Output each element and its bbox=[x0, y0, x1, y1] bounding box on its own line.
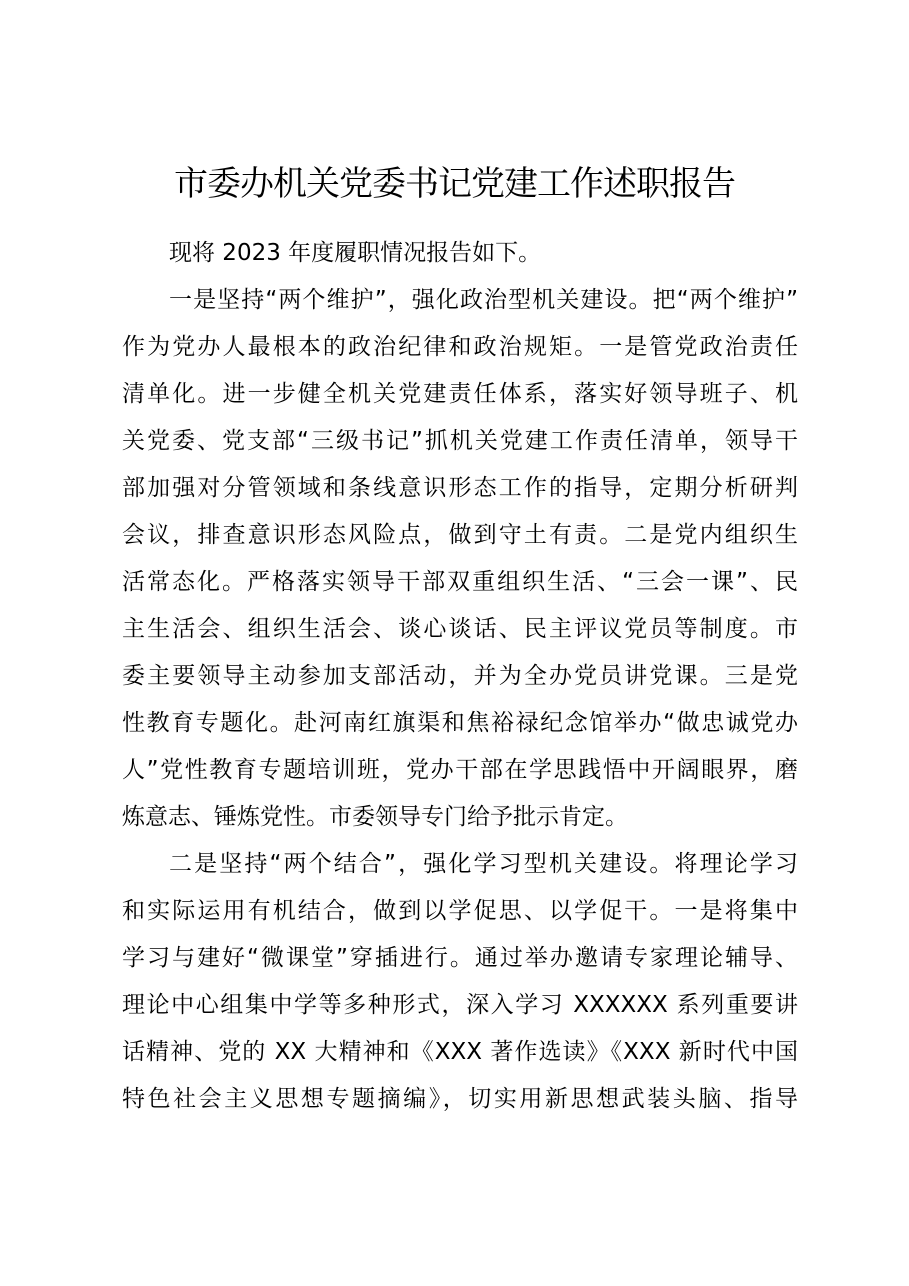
text-line: 话精神、党的 XX 大精神和《XXX 著作选读》《XXX 新时代中国 bbox=[122, 1039, 798, 1065]
text-line: 主生活会、组织生活会、谈心谈话、民主评议党员等制度。市 bbox=[122, 616, 798, 642]
text-line: 二是坚持“两个结合”，强化学习型机关建设。将理论学习 bbox=[169, 851, 798, 877]
text-line: 委主要领导主动参加支部活动，并为全办党员讲党课。三是党 bbox=[122, 663, 798, 689]
text-line: 特色社会主义思想专题摘编》，切实用新思想武装头脑、指导 bbox=[122, 1086, 798, 1112]
text-line: 关党委、党支部“三级书记”抓机关党建工作责任清单，领导干 bbox=[122, 428, 798, 454]
text-line: 理论中心组集中学等多种形式，深入学习 XXXXXX 系列重要讲 bbox=[122, 992, 798, 1018]
text-line: 会议，排查意识形态风险点，做到守土有责。二是党内组织生 bbox=[122, 522, 798, 548]
document-body bbox=[122, 230, 798, 1123]
text-line: 清单化。进一步健全机关党建责任体系，落实好领导班子、机 bbox=[122, 381, 798, 407]
text-line: 炼意志、锤炼党性。市委领导专门给予批示肯定。 bbox=[122, 804, 628, 830]
text-line: 活常态化。严格落实领导干部双重组织生活、“三会一课”、民 bbox=[122, 569, 798, 595]
text-line: 部加强对分管领域和条线意识形态工作的指导，定期分析研判 bbox=[122, 475, 798, 501]
text-line: 人”党性教育专题培训班，党办干部在学思践悟中开阔眼界，磨 bbox=[122, 757, 798, 783]
text-line: 性教育专题化。赴河南红旗渠和焦裕禄纪念馆举办“做忠诚党办 bbox=[122, 710, 798, 736]
text-line: 作为党办人最根本的政治纪律和政治规矩。一是管党政治责任 bbox=[122, 334, 798, 360]
text-line: 学习与建好“微课堂”穿插进行。通过举办邀请专家理论辅导、 bbox=[122, 945, 798, 971]
paragraph-intro bbox=[122, 230, 798, 277]
paragraph-political bbox=[122, 277, 798, 841]
text-line: 一是坚持“两个维护”，强化政治型机关建设。把“两个维护” bbox=[169, 287, 798, 313]
paragraph-learning bbox=[122, 841, 798, 1123]
text-line: 现将 2023 年度履职情况报告如下。 bbox=[169, 240, 542, 266]
document-title: 市委办机关党委书记党建工作述职报告 bbox=[174, 164, 735, 204]
text-line: 和实际运用有机结合，做到以学促思、以学促干。一是将集中 bbox=[122, 898, 798, 924]
